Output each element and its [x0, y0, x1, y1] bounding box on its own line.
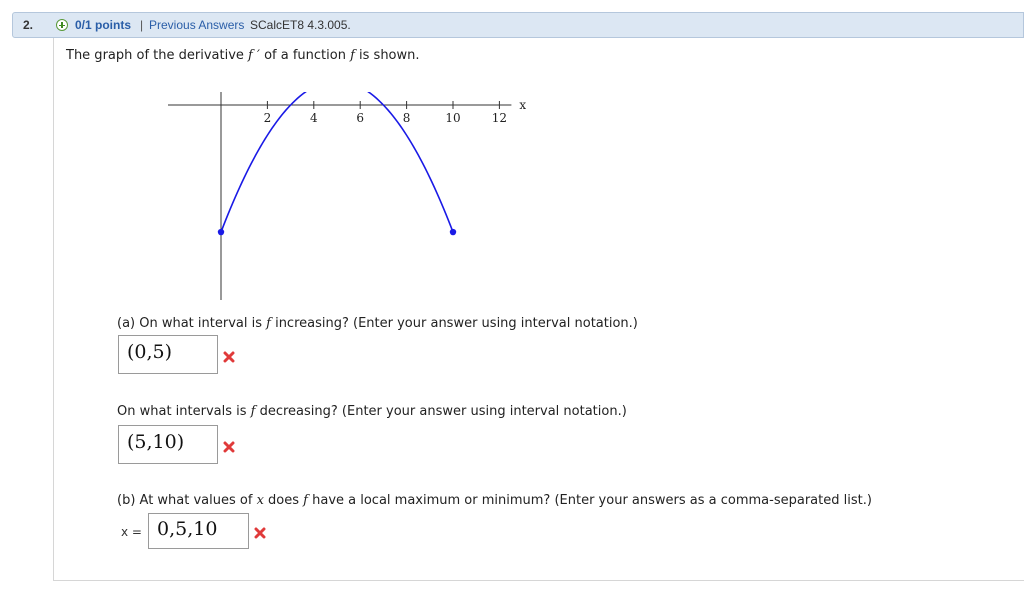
previous-answers-link[interactable]: Previous Answers [149, 18, 245, 32]
answer-decreasing-input[interactable]: (5,10) [118, 425, 218, 464]
incorrect-x-icon [254, 527, 266, 539]
part-b-x: x [256, 493, 264, 508]
answer-increasing-input[interactable]: (0,5) [118, 335, 218, 374]
question-source: SCalcET8 4.3.005. [250, 18, 351, 32]
graph-curve-group [218, 92, 456, 235]
intro-prefix: The graph of the derivative [66, 48, 249, 63]
plus-circle-icon[interactable] [56, 19, 68, 31]
x-tick-label: 6 [356, 111, 365, 125]
x-axis-label: x [519, 98, 527, 112]
question-number: 2. [23, 18, 34, 32]
x-tick-label: 2 [263, 111, 272, 125]
answer-extrema-input[interactable]: 0,5,10 [148, 513, 249, 549]
part-b-suffix: have a local maximum or minimum? (Enter your answers as a comma-separated list.) [307, 493, 872, 508]
curve-endpoint [218, 229, 224, 235]
intro-suffix: is shown. [354, 48, 420, 63]
incorrect-x-icon [223, 441, 235, 453]
part-b-question [117, 493, 872, 508]
part-b-mid: does [263, 493, 304, 508]
x-tick-label: 12 [491, 111, 508, 125]
part-a-prefix: (a) On what interval is [117, 316, 267, 331]
question-header [12, 12, 1024, 38]
x-equals-label: x = [121, 525, 142, 539]
graph-axes [168, 92, 526, 300]
derivative-curve [221, 92, 453, 232]
intro-fprime: f ′ [248, 48, 260, 63]
intro-text [66, 48, 420, 63]
incorrect-x-icon [223, 351, 235, 363]
x-tick-label: 4 [309, 111, 318, 125]
part-a-f: f [266, 316, 271, 331]
part-a2-suffix: decreasing? (Enter your answer using interval notation.) [255, 404, 627, 419]
curve-endpoint [450, 229, 456, 235]
points-label: 0/1 points [75, 18, 132, 32]
part-a-question [117, 316, 638, 331]
derivative-graph [160, 92, 530, 304]
intro-f: f [350, 48, 355, 63]
part-a2-f: f [250, 404, 256, 419]
part-a-suffix: increasing? (Enter your answer using interval notation.) [270, 316, 638, 331]
part-b-f: f [303, 493, 308, 508]
x-tick-label: 8 [402, 111, 411, 125]
part-a2-question [117, 404, 627, 419]
part-a2-prefix: On what intervals is [117, 404, 251, 419]
intro-middle: of a function [259, 48, 351, 63]
x-tick-label: 10 [445, 111, 461, 125]
header-separator: | [140, 18, 144, 32]
part-b-prefix: (b) At what values of [117, 493, 257, 508]
